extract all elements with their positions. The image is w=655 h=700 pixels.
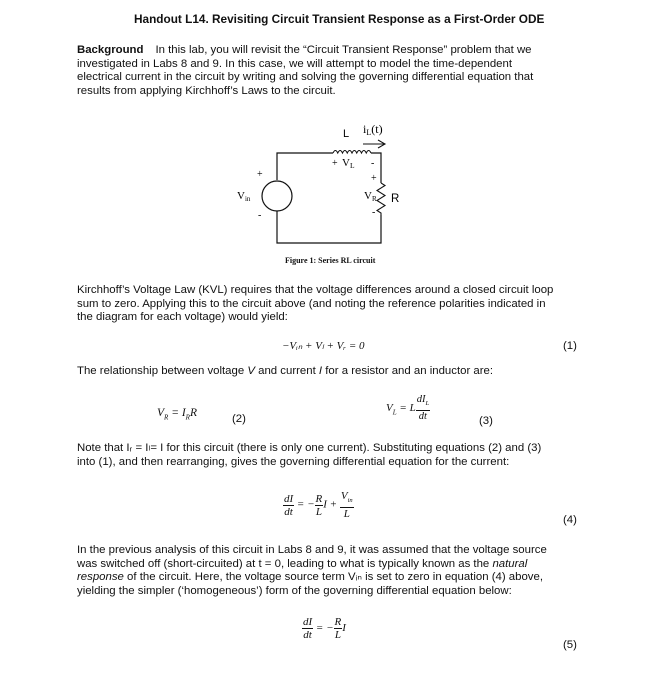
equation-3-number: (3): [479, 415, 493, 427]
vl-plus-sign: +: [332, 158, 338, 169]
background-line-4: results from applying Kirchhoff’s Laws to the circuit.: [77, 84, 336, 97]
equation-1-number: (1): [563, 340, 577, 352]
previous-line-1: In the previous analysis of this circuit in Labs 8 and 9, it was assumed that the voltage source: [77, 544, 547, 556]
background-line-3: electrical current in the circuit by writing and solving the governing differential equation that: [77, 71, 534, 84]
page-title: Handout L14. Revisiting Circuit Transient Response as a First-Order ODE: [134, 12, 545, 26]
source-minus-sign: -: [258, 210, 262, 221]
wire-top-left: [277, 153, 333, 180]
equation-4: $\frac{dI}{dt}$ = − $\frac{R}{L}$ I + $\frac{V_{in}}{L}$: [284, 490, 353, 521]
kvl-line-1: Kirchhoff’s Voltage Law (KVL) requires that the voltage differences around a closed circuit loop: [77, 284, 554, 296]
source-plus-sign: +: [257, 169, 263, 180]
resistor-label: R: [391, 193, 400, 205]
previous-paragraph: [77, 544, 577, 598]
equation-2-number: (2): [232, 413, 246, 425]
kvl-paragraph: [77, 284, 577, 325]
relation-pre: The relationship between voltage: [77, 365, 248, 377]
relation-mid: and current: [254, 365, 319, 377]
relation-sentence: [77, 365, 493, 379]
previous-line-4: yielding the simpler (‘homogeneous’) form of the governing differential equation below:: [77, 584, 512, 597]
inductor-label: L: [343, 128, 350, 140]
background-line-1: In this lab, you will revisit the “Circuit Transient Response” problem that we: [155, 44, 532, 56]
source-label: Vin: [237, 190, 251, 203]
figure-caption: Figure 1: Series RL circuit: [285, 256, 376, 265]
background-paragraph: [77, 44, 577, 98]
background-heading: Background: [77, 44, 144, 56]
equation-2: $V_R = I_RR$: [157, 407, 197, 422]
inductor-symbol: [333, 151, 371, 154]
previous-line-2: was switched off (short-circuited) at t = 0, leading to what is typically known as the natural: [77, 557, 528, 570]
kvl-line-3: the diagram for each voltage) would yield:: [77, 311, 288, 324]
vr-minus-sign: -: [372, 207, 376, 218]
relation-i: I: [318, 365, 323, 377]
relation-post: for a resistor and an inductor are:: [322, 365, 494, 377]
vl-minus-sign: -: [371, 158, 375, 169]
kvl-line-2: sum to zero. Applying this to the circuit above (and noting the reference polarities indicated in: [77, 297, 546, 310]
previous-line-3: response of the circuit. Here, the voltage source term Vᵢₙ is set to zero in equation (4) above,: [77, 571, 543, 584]
vr-plus-sign: +: [371, 173, 377, 184]
current-label: iL(t): [363, 122, 383, 137]
relation-v: V: [247, 365, 255, 377]
equation-1: −Vᵢₙ + Vₗ + Vᵣ = 0: [282, 340, 365, 352]
equation-5: $\frac{dI}{dt}$ = − $\frac{R}{L}$ I: [303, 616, 346, 641]
equation-3: $V_L = L$ $\frac{dI_L}{dt}$: [386, 394, 430, 423]
background-line-2: investigated in Labs 8 and 9. In this case, we will attempt to model the time-dependent: [77, 57, 512, 70]
wire-bottom: [277, 211, 381, 243]
equation-4-number: (4): [563, 514, 577, 526]
note-paragraph: [77, 442, 577, 469]
voltage-source-symbol: [262, 181, 292, 211]
vr-label: VR: [364, 190, 377, 203]
note-line-1: Note that Iᵣ = Iₗ= I for this circuit (there is only one current). Substituting equations (2) and (3): [77, 442, 542, 454]
equation-5-number: (5): [563, 639, 577, 651]
vl-label: VL: [342, 157, 355, 170]
rl-circuit-diagram: [225, 115, 425, 250]
resistor-symbol: [377, 183, 385, 215]
note-line-2: into (1), and then rearranging, gives the governing differential equation for the current:: [77, 455, 510, 468]
